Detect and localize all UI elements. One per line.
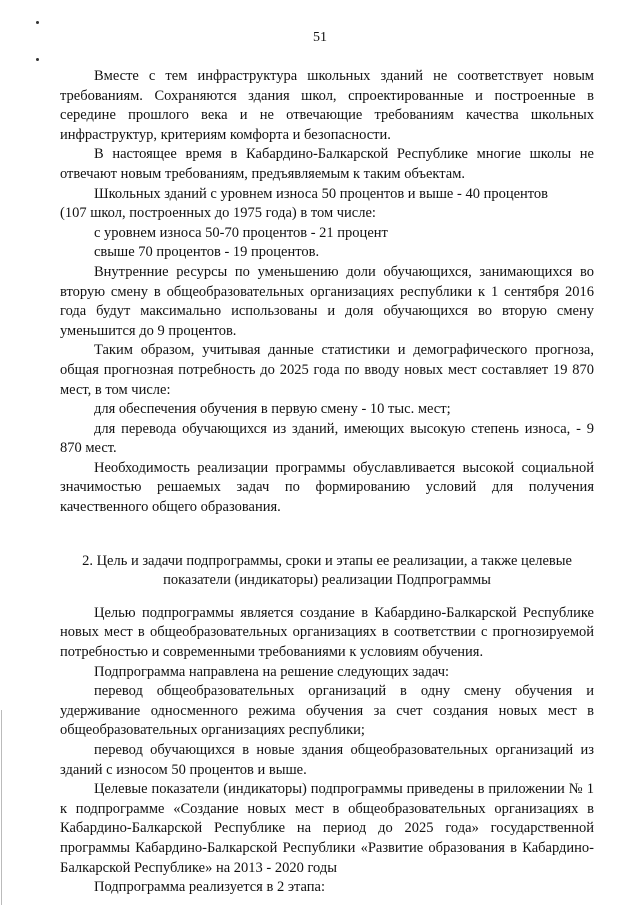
paragraph: Необходимость реализации программы обуславливается высокой социальной значимостью решаемых задач по формированию условий для получения качественного общего образования. (60, 459, 594, 516)
paragraph: В настоящее время в Кабардино-Балкарской Республике многие школы не отвечают новым требованиям, предъявляемым к таким объектам. (60, 146, 594, 182)
margin-mark (36, 21, 39, 24)
list-item: с уровнем износа 50-70 процентов - 21 процент (94, 224, 388, 241)
paragraph: Подпрограмма реализуется в 2 этапа: (94, 879, 326, 896)
list-item: для обеспечения обучения в первую смену - 10 тыс. мест; (94, 401, 451, 418)
list-item: перевод общеобразовательных организаций в одну смену обучения и удерживание односменного режима обучения за счет создания новых мест в общеобразовательных организациях республики; (60, 683, 594, 739)
section-heading: 2. Цель и задачи подпрограммы, сроки и этапы ее реализации, а также целевые показатели (индикаторы) реализации Подпрограммы (82, 552, 572, 589)
list-item: перевод обучающихся в новые здания общеобразовательных организаций из зданий с износом 50 процентов и выше. (60, 742, 594, 778)
list-item: для перевода обучающихся из зданий, имеющих высокую степень износа, - 9 870 мест. (60, 420, 594, 457)
paragraph: Подпрограмма направлена на решение следующих задач: (94, 663, 450, 680)
paragraph: Внутренние ресурсы по уменьшению доли обучающихся, занимающихся во вторую смену в общеобразовательных организациях республики к 1 сентября 2016 года будут максимально использованы и доля обучающихся во вторую смену уменьшится до 9 процентов. (60, 263, 594, 339)
paragraph: Целевые показатели (индикаторы) подпрограммы приведены в приложении № 1 к подпрограмме «Создание новых мест в общеобразовательных организациях в Кабардино-Балкарской Республике на период до 2025 года» государственной программы Кабардино-Балкарской Республики «Развитие образования в Кабардино-Балкарской Республике» на 2013 - 2020 годы (60, 781, 594, 876)
paragraph: Таким образом, учитывая данные статистики и демографического прогноза, общая прогнозная потребность до 2025 года по вводу новых мест составляет 19 870 мест, в том числе: (60, 342, 594, 398)
scan-edge-line (1, 710, 2, 905)
paragraph: Школьных зданий с уровнем износа 50 процентов и выше - 40 процентов (107 школ, построенных до 1975 года) в том числе: (60, 185, 549, 222)
page-number: 51 (313, 30, 327, 45)
list-item: свыше 70 процентов - 19 процентов. (94, 244, 320, 261)
paragraph: Вместе с тем инфраструктура школьных зданий не соответствует новым требованиям. Сохраняются здания школ, спроектированные и построенные в середине прошлого века и не отвечающие требованиям качества школьных инфраструктур, критериям комфорта и безопасности. (60, 68, 594, 143)
margin-mark (36, 58, 39, 61)
body-text (60, 67, 594, 898)
paragraph: Целью подпрограммы является создание в Кабардино-Балкарской Республике новых мест в общеобразовательных организациях в соответствии с прогнозируемой потребностью и современными требованиями к условиям обучения. (60, 604, 594, 661)
